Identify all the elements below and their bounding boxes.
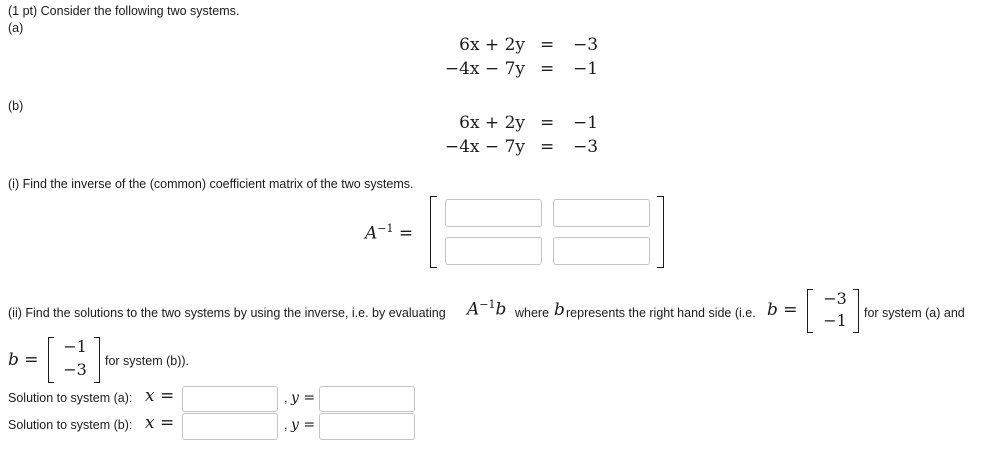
part-ii-b-var: b — [554, 300, 565, 320]
system-a-row1-rhs: −3 — [573, 35, 599, 55]
vector-a-entry1: −3 — [823, 289, 847, 308]
vector-b-entry1: −1 — [63, 337, 87, 356]
solution-a-x-input[interactable] — [182, 386, 278, 412]
solution-b-x-input[interactable] — [182, 413, 278, 440]
solution-b-separator: , — [284, 418, 288, 432]
system-b-row2-lhs: −4x − 7y — [444, 137, 525, 157]
system-a-row2-eq: = — [540, 59, 555, 79]
system-b-row1-eq: = — [540, 113, 555, 133]
part-a-label: (a) — [8, 21, 24, 35]
inverse-matrix-input-r1c2[interactable] — [553, 199, 650, 227]
part-b-label: (b) — [8, 99, 24, 113]
vector-a-entry2: −1 — [823, 311, 847, 330]
part-ii-expression: $A^{-1}b$ — [467, 298, 507, 320]
inverse-matrix-input-r2c2[interactable] — [553, 237, 650, 265]
vector-b-left-bracket — [48, 337, 54, 383]
vector-b-entry2: −3 — [63, 360, 87, 379]
solution-b-label: Solution to system (b): — [8, 418, 133, 432]
system-a-row1-eq: = — [540, 35, 555, 55]
part-ii-b-eq-a: b = — [767, 300, 798, 320]
solution-b-y-input[interactable] — [319, 413, 415, 440]
system-b-row2-rhs: −3 — [573, 137, 599, 157]
matrix-right-bracket — [657, 196, 664, 268]
system-b-row1-rhs: −1 — [573, 113, 599, 133]
part-ii-prompt-start: (ii) Find the solutions to the two systems by using the inverse, i.e. by evaluating — [8, 306, 446, 320]
vector-a-left-bracket — [807, 289, 813, 333]
solution-b-x-label: x = — [145, 413, 175, 433]
solution-a-y-label: y = — [291, 390, 316, 406]
system-b-row1-lhs: 6x + 2y — [459, 113, 525, 133]
part-ii-for-system-a: for system (a) and — [864, 306, 965, 320]
inverse-matrix-label: $A^{-1}$ = — [365, 222, 414, 244]
solution-a-x-label: x = — [145, 386, 175, 406]
system-a-row1-lhs: 6x + 2y — [459, 35, 525, 55]
part-ii-for-system-b: for system (b)). — [105, 354, 190, 368]
solution-a-label: Solution to system (a): — [8, 391, 133, 405]
vector-b-right-bracket — [94, 337, 100, 383]
matrix-left-bracket — [430, 196, 437, 268]
problem-header: (1 pt) Consider the following two systems. — [8, 4, 240, 18]
vector-a-right-bracket — [853, 289, 859, 333]
system-b-row2-eq: = — [540, 137, 555, 157]
system-a-row2-rhs: −1 — [573, 59, 599, 79]
solution-a-y-input[interactable] — [319, 386, 415, 412]
part-i-prompt: (i) Find the inverse of the (common) coefficient matrix of the two systems. — [8, 177, 414, 191]
solution-b-y-label: y = — [291, 417, 316, 433]
solution-a-separator: , — [284, 391, 288, 405]
inverse-matrix-input-r2c1[interactable] — [445, 237, 542, 265]
part-ii-where: where — [515, 306, 550, 320]
inverse-matrix-input-r1c1[interactable] — [445, 199, 542, 227]
system-a-row2-lhs: −4x − 7y — [444, 59, 525, 79]
part-ii-b-eq-b: b = — [8, 350, 39, 370]
part-ii-represents: represents the right hand side (i.e. — [566, 306, 756, 320]
